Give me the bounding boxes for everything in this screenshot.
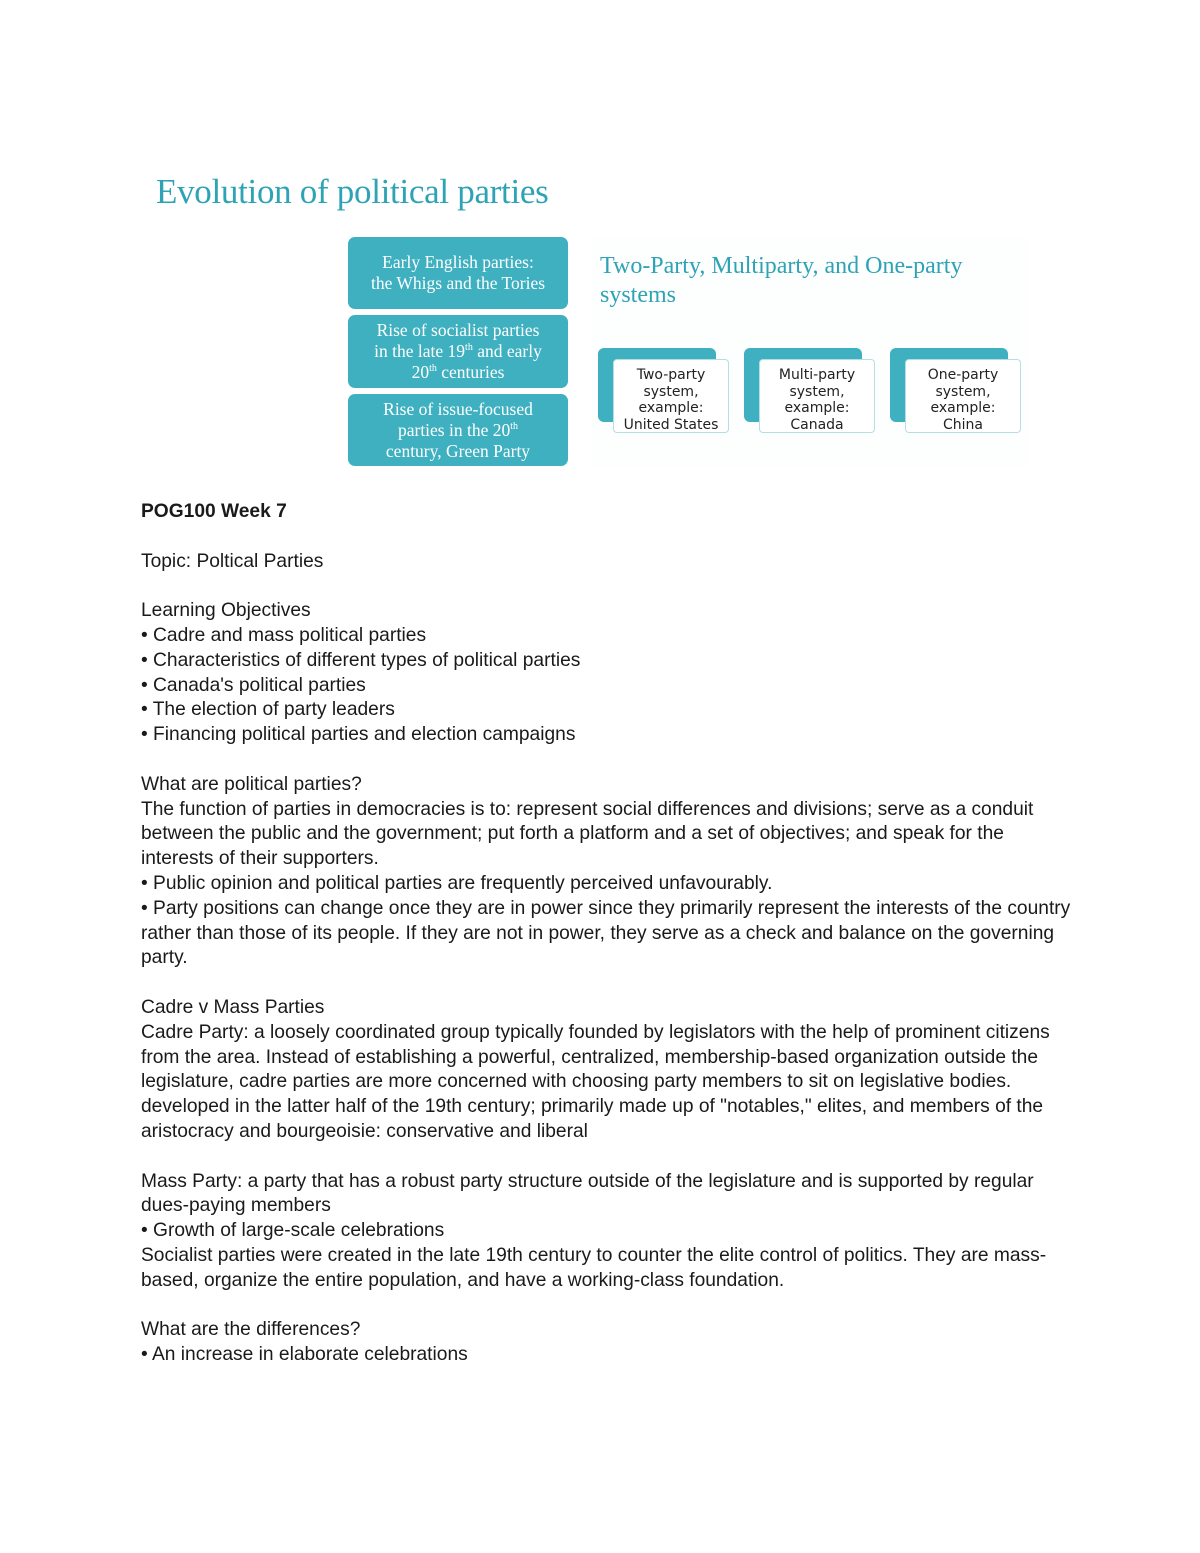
paragraph: Cadre Party: a loosely coordinated group typically founded by legislators with the help of prominent citizens from the area. Instead of establishing a powerful, centralized, membership-based organization outside the legislature, cadre parties are more concerned with choosing party members to sit on legislative bodies. — [141, 1021, 1050, 1093]
system-card-text: example: — [784, 400, 850, 416]
superscript: th — [465, 342, 473, 354]
system-card-body — [759, 359, 875, 433]
paragraph: Mass Party: a party that has a robust party structure outside of the legislature and is supported by regular dues-paying members — [141, 1170, 1034, 1217]
system-card-body — [905, 359, 1021, 433]
system-card-multi-party — [744, 348, 878, 438]
system-card-text: example: — [930, 400, 996, 416]
evolution-box-text: Rise of issue-focused — [383, 398, 533, 419]
system-card-two-party — [598, 348, 732, 438]
system-card-text: Canada — [790, 416, 844, 433]
system-card-text: Multi-party — [778, 367, 856, 383]
objective-item: • Canada's political parties — [141, 674, 366, 696]
objective-item: • Characteristics of different types of political parties — [141, 649, 581, 671]
evolution-box-text: century, Green Party — [385, 440, 531, 461]
objectives-title: Learning Objectives — [141, 600, 311, 622]
document-body — [141, 500, 1081, 1368]
objective-item: • Cadre and mass political parties — [141, 624, 427, 646]
bullet-item: • Party positions can change once they are in power since they primarily represent the interests of the country rather than those of its people. If they are not in power, they serve as a check and balance on the governing party. — [141, 897, 1071, 969]
evolution-box-text: centuries — [436, 362, 505, 382]
evolution-box-text: and early — [472, 341, 542, 361]
bullet-item: • Public opinion and political parties are frequently perceived unfavourably. — [141, 872, 773, 894]
evolution-box-issue-parties — [348, 394, 568, 466]
system-card-text: One-party — [927, 367, 999, 383]
evolution-box-text: in the late 19 — [374, 341, 466, 361]
paragraph: The function of parties in democracies is to: represent social differences and divisions; serve as a conduit between the public and the government; put forth a platform and a set of objectives; and speak for the interests of their supporters. — [141, 798, 1034, 870]
section-title: Cadre v Mass Parties — [141, 996, 325, 1018]
bullet-item: • An increase in elaborate celebrations — [141, 1344, 468, 1366]
evolution-box-text: parties in the 20 — [397, 419, 511, 440]
objective-item: • Financing political parties and election campaigns — [141, 724, 576, 746]
document-heading: POG100 Week 7 — [141, 501, 287, 522]
party-systems-title: Two-Party, Multiparty, and One-party systems — [600, 253, 963, 308]
figure-title: Evolution of political parties — [156, 172, 549, 211]
evolution-box-text: Rise of socialist parties — [376, 320, 540, 340]
evolution-box-text: the Whigs and the Tories — [370, 273, 546, 293]
topic-line: Topic: Poltical Parties — [141, 550, 324, 572]
superscript: th — [510, 420, 519, 432]
evolution-box-socialist-parties — [348, 315, 568, 388]
system-card-one-party — [890, 348, 1024, 438]
paragraph: Socialist parties were created in the late 19th century to counter the elite control of politics. They are mass-based, organize the entire population, and have a working-class foundation. — [141, 1244, 1047, 1291]
system-card-text: China — [943, 416, 983, 433]
system-card-text: system, — [643, 383, 699, 400]
system-card-text: United States — [623, 416, 719, 433]
system-card-text: system, — [935, 383, 991, 400]
system-card-text: system, — [789, 383, 845, 400]
paragraph: developed in the latter half of the 19th century; primarily made up of "notables," elites, and members of the aristocracy and bourgeoisie: conservative and liberal — [141, 1096, 1044, 1142]
evolution-box-english-parties — [348, 237, 568, 309]
evolution-box-text: 20 — [411, 362, 430, 382]
system-card-text: Two-party — [636, 367, 706, 383]
bullet-item: • Growth of large-scale celebrations — [141, 1220, 445, 1242]
section-question: What are political parties? — [141, 773, 362, 795]
objective-item: • The election of party leaders — [141, 699, 395, 721]
system-card-body — [613, 359, 729, 433]
superscript: th — [429, 363, 437, 375]
evolution-box-text: Early English parties: — [382, 252, 534, 272]
section-question: What are the differences? — [141, 1319, 361, 1341]
system-card-text: example: — [638, 400, 704, 416]
